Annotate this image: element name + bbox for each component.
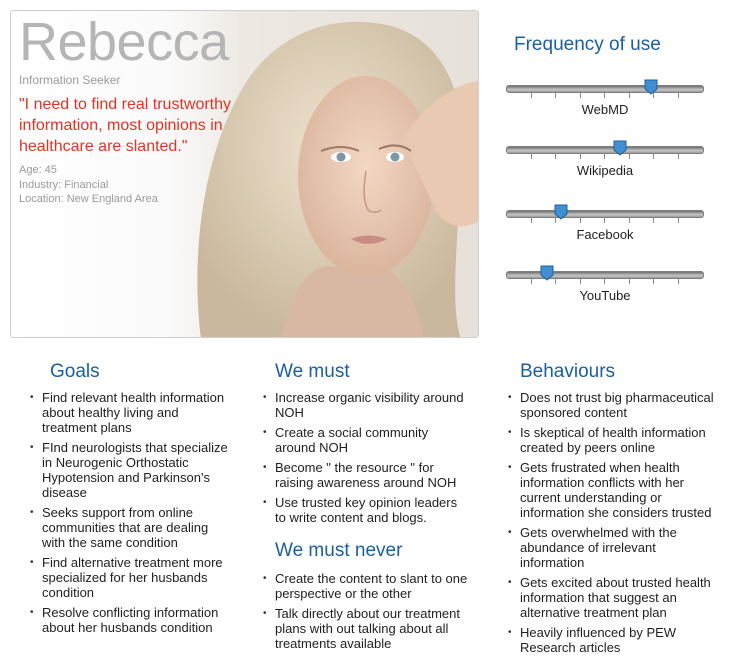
persona-age: Age: 45 bbox=[19, 164, 57, 177]
list-item: • FInd neurologists that specialize in Neurogenic Orthostatic Hypotension and Parkinson's disease bbox=[30, 440, 230, 500]
slider-tick bbox=[653, 279, 654, 284]
slider-tick bbox=[531, 93, 532, 98]
slider-label: YouTube bbox=[579, 288, 631, 303]
slider-thumb[interactable] bbox=[644, 79, 658, 95]
persona-card bbox=[10, 10, 479, 338]
slider-tick bbox=[531, 154, 532, 159]
slider-tick bbox=[678, 154, 679, 159]
slider-tick bbox=[555, 218, 556, 223]
persona-industry: Industry: Financial bbox=[19, 178, 109, 191]
slider-tick bbox=[629, 154, 630, 159]
slider-tick bbox=[629, 218, 630, 223]
slider-tick bbox=[555, 279, 556, 284]
slider-tick bbox=[629, 279, 630, 284]
goals-title: Goals bbox=[50, 361, 100, 382]
slider-tick bbox=[555, 93, 556, 98]
slider-thumb[interactable] bbox=[554, 204, 568, 220]
slider-track bbox=[506, 85, 704, 93]
slider-tick bbox=[580, 279, 581, 284]
list-item: • Gets excited about trusted health information that suggest an alternative treatment plan bbox=[508, 575, 723, 620]
persona-role: Information Seeker bbox=[19, 73, 121, 87]
persona-details bbox=[19, 163, 249, 206]
list-item: • Talk directly about our treatment plans with out talking about all treatments available bbox=[263, 606, 468, 651]
list-item: • Heavily influenced by PEW Research articles bbox=[508, 625, 723, 655]
list-item: • Resolve conflicting information about her husbands condition bbox=[30, 605, 230, 635]
we-must-title: We must bbox=[275, 361, 350, 382]
slider-tick bbox=[678, 218, 679, 223]
we-must-list bbox=[263, 390, 468, 530]
slider-track bbox=[506, 146, 704, 154]
slider-tick bbox=[678, 279, 679, 284]
list-item: • Gets overwhelmed with the abundance of irrelevant information bbox=[508, 525, 723, 570]
slider-tick bbox=[604, 279, 605, 284]
slider-tick bbox=[678, 93, 679, 98]
slider-tick bbox=[555, 154, 556, 159]
list-item: • Become " the resource " for raising awareness around NOH bbox=[263, 460, 468, 490]
slider-tick bbox=[580, 218, 581, 223]
frequency-title: Frequency of use bbox=[514, 34, 661, 55]
persona-text-block bbox=[19, 12, 249, 206]
list-item: • Find alternative treatment more specialized for her husbands condition bbox=[30, 555, 230, 600]
slider-tick bbox=[653, 154, 654, 159]
list-item: • Is skeptical of health information created by peers online bbox=[508, 425, 723, 455]
slider-tick bbox=[531, 279, 532, 284]
slider-youtube[interactable] bbox=[506, 268, 704, 304]
persona-name: Rebecca bbox=[19, 12, 229, 72]
behaviours-list bbox=[508, 390, 723, 660]
list-item: • Gets frustrated when health information conflicts with her current understanding or information she considers trusted bbox=[508, 460, 723, 520]
slider-label: Wikipedia bbox=[576, 163, 634, 178]
behaviours-title: Behaviours bbox=[520, 361, 616, 382]
slider-facebook[interactable] bbox=[506, 207, 704, 243]
list-item: • Seeks support from online communities that are dealing with the same condition bbox=[30, 505, 230, 550]
slider-tick bbox=[604, 218, 605, 223]
we-must-never-list bbox=[263, 571, 468, 656]
slider-tick bbox=[580, 154, 581, 159]
slider-tick bbox=[580, 93, 581, 98]
list-item: • Increase organic visibility around NOH bbox=[263, 390, 468, 420]
slider-label: WebMD bbox=[581, 102, 629, 117]
goals-list bbox=[30, 390, 230, 640]
slider-tick bbox=[604, 93, 605, 98]
slider-tick bbox=[629, 93, 630, 98]
we-must-never-title: We must never bbox=[275, 540, 403, 561]
list-item: • Create a social community around NOH bbox=[263, 425, 468, 455]
slider-webmd[interactable] bbox=[506, 82, 704, 118]
list-item: • Does not trust big pharmaceutical sponsored content bbox=[508, 390, 723, 420]
slider-tick bbox=[653, 93, 654, 98]
list-item: • Find relevant health information about healthy living and treatment plans bbox=[30, 390, 230, 435]
slider-tick bbox=[604, 154, 605, 159]
slider-label: Facebook bbox=[576, 227, 634, 242]
persona-location: Location: New England Area bbox=[19, 192, 158, 205]
list-item: • Use trusted key opinion leaders to write content and blogs. bbox=[263, 495, 468, 525]
persona-quote: "I need to find real trustworthy information, most opinions in healthcare are slanted." bbox=[19, 96, 232, 155]
slider-tick bbox=[653, 218, 654, 223]
slider-wikipedia[interactable] bbox=[506, 143, 704, 179]
slider-track bbox=[506, 271, 704, 279]
slider-thumb[interactable] bbox=[613, 140, 627, 156]
slider-thumb[interactable] bbox=[540, 265, 554, 281]
slider-track bbox=[506, 210, 704, 218]
list-item: • Create the content to slant to one perspective or the other bbox=[263, 571, 468, 601]
slider-tick bbox=[531, 218, 532, 223]
